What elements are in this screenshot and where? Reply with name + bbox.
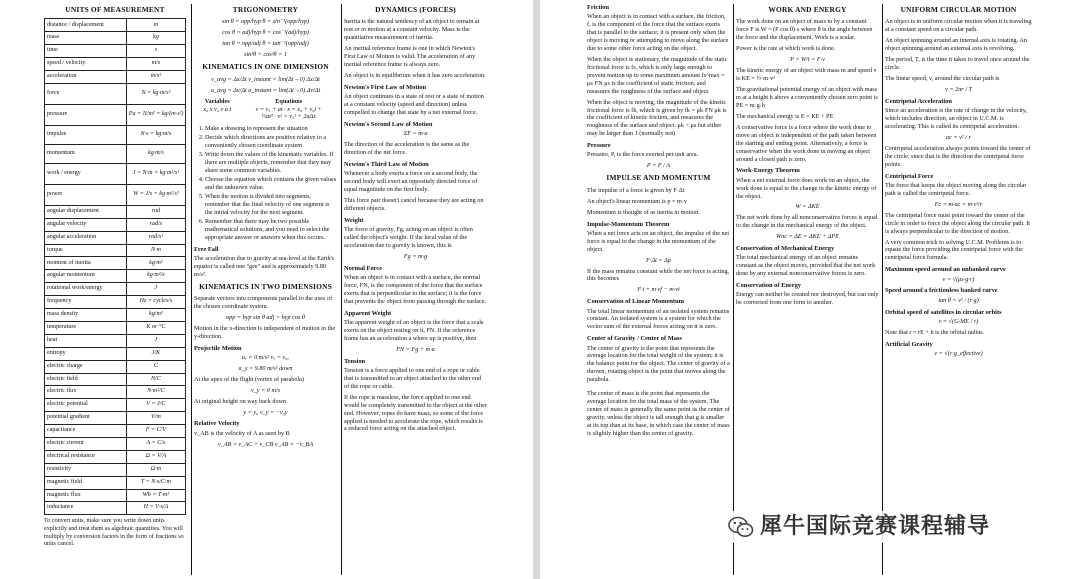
work-p2-eq: P = W/t = F·v xyxy=(790,56,825,64)
kin-vars xyxy=(194,98,337,122)
unit-quantity: moment of inertia xyxy=(45,257,127,270)
eqs-title: Equations xyxy=(275,97,303,105)
unit-symbol: m xyxy=(126,19,185,32)
n3-title: Newton's Third Law of Motion xyxy=(344,161,429,169)
unit-symbol: kg·m² xyxy=(126,257,185,270)
units-row xyxy=(45,144,186,163)
unit-symbol: N = kg·m/s² xyxy=(126,83,185,104)
unit-quantity: frequency xyxy=(45,296,127,309)
units-row xyxy=(45,463,186,476)
units-row xyxy=(45,205,186,218)
work-p1: The work done on an object of mass m by a constant force F is W = (F cos θ)·s where θ is the angle between the force and the displacement. Work is a scalar. xyxy=(736,18,873,42)
eqs-list: v = v₀ + at · x = x₀ + v₀t + ½at² · v² = v₀² + 2aΔx xyxy=(255,105,322,121)
imt-text: When a net force acts on an object, the impulse of the net force is equal to the change in the momentum of the object. xyxy=(587,229,730,253)
unit-quantity: momentum xyxy=(45,144,127,163)
units-row xyxy=(45,283,186,296)
units-row xyxy=(45,437,186,450)
step: 2. Decide which directions are positive relative to a conveniently chosen coordinate system xyxy=(205,134,337,150)
trig-title: TRIGONOMETRY xyxy=(232,5,299,14)
unit-symbol: kg xyxy=(126,32,185,45)
unit-quantity: angular acceleration xyxy=(45,231,127,244)
os-title: Orbital speed of satellites in circular orbits xyxy=(885,308,1002,316)
units-row xyxy=(45,83,186,104)
kin1-title: KINEMATICS IN ONE DIMENSION xyxy=(202,62,329,72)
dyn-p3: An object is in equilibrium when it has zero acceleration. xyxy=(344,72,486,80)
imt-title: Impulse-Momentum Theorem xyxy=(587,220,670,228)
ca-text: Since an acceleration is the rate of change in the velocity, which includes direction, an object in U.C.M. is accelerating. This is called its centripetal acceleration. xyxy=(885,107,1028,131)
n3-text: Whenever a body exerts a force on a second body, the second body will exert an oppositely directed force of equal magnitude on the first body. xyxy=(344,170,478,194)
rel-eq: v_AB = v_AC + v_CB v_AB = −v_BA xyxy=(217,440,314,448)
unit-symbol: Ω = V/A xyxy=(126,450,185,463)
watermark xyxy=(722,511,996,543)
unit-symbol: m/s xyxy=(126,58,185,71)
ucm-column xyxy=(885,4,1032,577)
units-row xyxy=(45,347,186,360)
unit-symbol: Ω·m xyxy=(126,463,185,476)
unit-quantity: capacitance xyxy=(45,425,127,438)
unit-quantity: electric charge xyxy=(45,360,127,373)
kin2-text2: Motion in the x-direction is independent of motion in the y-direction. xyxy=(194,324,336,340)
wet-eq2: Wnc = ΔE = ΔKE + ΔPE xyxy=(776,233,839,241)
unit-symbol: A = C/s xyxy=(126,437,185,450)
unit-quantity: impulse xyxy=(45,125,127,144)
units-row xyxy=(45,296,186,309)
unit-symbol: rad xyxy=(126,205,185,218)
pressure-text: Pressure, P, is the force exerted per unit area. xyxy=(587,151,699,159)
units-row xyxy=(45,104,186,125)
unit-symbol: C xyxy=(126,360,185,373)
cm-text: The center of mass is the point that represents the average location for the total mass of the system. The center of mass is generally the same point as the center of gravity, unless the object is tall enough that g is smaller at its top than at its base, in which case the center of mass is slightly higher than the center of gravity. xyxy=(587,390,730,437)
normal-text: When an object is in contact with a surface, the normal force, FN, is the component of the force that the surface exerts that is perpendicular to the surface; it is the force that prevents the object from passing through the surface. xyxy=(344,274,487,305)
free-fall-text: The acceleration due to gravity at sea-level at the Earth's equator is called one "gee" and is approximately 9.80 m/s². xyxy=(194,254,335,278)
units-row xyxy=(45,163,186,184)
ucm-title: UNIFORM CIRCULAR MOTION xyxy=(900,5,1017,14)
work-p5: The mechanical energy is E = KE + PE xyxy=(736,112,834,120)
unit-symbol: N/C xyxy=(126,373,185,386)
weight-eq: Fg = m·g xyxy=(403,252,428,260)
apparent-eq: FN = Fg + m·a xyxy=(396,345,435,353)
sb-eq: tan θ = v² / (r·g) xyxy=(938,296,979,304)
kin-steps xyxy=(194,125,337,241)
ucm-p2: An object spinning around an internal axis is rotating. An object spinning around an external axis is revolving. xyxy=(885,37,1027,53)
dyn-p2: An inertial reference frame is one in which Newton's First Law of Motion is valid. The acceleration of any inertial reference frame is always zero. xyxy=(344,45,476,69)
proj-eq1: aₓ = 0 m/s² vₓ = v₀ₓ xyxy=(241,353,290,361)
com-text: The total mechanical energy of an object remains constant as the object moves, provided that the net work done by any external nonconservative forces is zero. xyxy=(736,254,876,278)
unit-symbol: N·s = kg·m/s xyxy=(126,125,185,144)
n1-title: Newton's First Law of Motion xyxy=(344,84,427,92)
unit-quantity: work / energy xyxy=(45,163,127,184)
units-row xyxy=(45,184,186,205)
units-row xyxy=(45,218,186,231)
unit-symbol: J xyxy=(126,283,185,296)
unit-quantity: temperature xyxy=(45,321,127,334)
ucm-p1: An object is in uniform circular motion when it is traveling at a constant speed on a circular path. xyxy=(885,18,1032,34)
os-eq: v = √(G·ME / r) xyxy=(938,317,979,325)
kin2-title: KINEMATICS IN TWO DIMENSIONS xyxy=(199,281,332,291)
unit-quantity: resistivity xyxy=(45,463,127,476)
free-fall-title: Free Fall xyxy=(194,245,219,253)
work-p3: The kinetic energy of an object with mass m and speed v is KE = ½·m·v² xyxy=(736,67,877,83)
ms-title: Maximum speed around an unbanked curve xyxy=(885,266,1006,274)
proj-eq2: a_y = 9.80 m/s² down xyxy=(238,364,293,372)
cf-text: The force that keeps the object moving along the circular path is called the centripetal force. xyxy=(885,181,1027,197)
tension-text2: If the rope is massless, the force applied to one end would be completely transmitted to the object at the other end. However, ropes do have mass, so some of the force applied is needed to accelerate the rope, which results is a reduced force acting on the attached object. xyxy=(344,393,487,433)
units-row xyxy=(45,125,186,144)
rel-text: v_AB is the velocity of A as seen by B xyxy=(194,429,290,437)
proj-text1: At the apex of the flight (vertex of parabola) xyxy=(194,375,304,383)
ucm-p4: The linear speed, v, around the circular path is xyxy=(885,75,1000,83)
unit-quantity: heat xyxy=(45,334,127,347)
imp-title: IMPULSE AND MOMENTUM xyxy=(606,173,711,183)
units-row xyxy=(45,412,186,425)
unit-symbol: K or °C xyxy=(126,321,185,334)
units-row xyxy=(45,58,186,71)
units-row xyxy=(45,450,186,463)
ca-title: Centripetal Acceleration xyxy=(885,97,952,105)
units-row xyxy=(45,45,186,58)
mom-text2: Momentum is thought of as inertia in motion. xyxy=(587,208,700,216)
cg-text: The center of gravity is the point that represents the average location for the total weight of the system; it is the balance point for the object. The center of gravity of a thrown, rotating object is the point that moves along the parabola. xyxy=(587,344,730,384)
ucm-p3: The period, T, is the time it takes to travel once around the circle. xyxy=(885,56,1030,72)
col-text: The total linear momentum of an isolated system remains constant. An isolated system is a system for which the vector sum of the external forces acting on it is zero. xyxy=(587,307,730,331)
friction-column xyxy=(587,4,730,577)
sb-title: Speed around a frictionless banked curve xyxy=(885,287,998,295)
com-title: Conservation of Mechanical Energy xyxy=(736,245,835,253)
unit-symbol: s xyxy=(126,45,185,58)
unit-quantity: electrical resistance xyxy=(45,450,127,463)
mom-text: An object's linear momentum is p = m·v xyxy=(587,197,687,205)
unit-symbol: kg·m²/s xyxy=(126,270,185,283)
unit-symbol: N·m²/C xyxy=(126,386,185,399)
cf-text2: The centripetal force must point toward the center of the circle in order to force the object along the circular path. It is always perpendicular to the direction of motion. xyxy=(885,211,1030,235)
wet-title: Work-Energy Theorem xyxy=(736,167,800,175)
cf-text3: A very common trick to solving U.C.M. Problems is to equate the force providing the centripetal force with the centripetal force formula. xyxy=(885,238,1023,262)
unit-symbol: m/s² xyxy=(126,71,185,84)
cg-title: Center of Gravity / Center of Mass xyxy=(587,335,682,343)
proj-text2: At original height on way back down xyxy=(194,397,287,405)
unit-symbol: Hz = cycles/s xyxy=(126,296,185,309)
work-column xyxy=(736,4,879,577)
ca-eq: ac = v² / r xyxy=(946,133,971,141)
wet-text: When a net external force does work on an object, the work done is equal to the change in the kinetic energy of the object. xyxy=(736,176,877,200)
dyn-p1: Inertia is the natural tendency of an object to remain at rest or in motion at a constant velocity. Mass is the quantitative measurement of inertia. xyxy=(344,18,480,42)
unit-quantity: magnetic field xyxy=(45,476,127,489)
work-title: WORK AND ENERGY xyxy=(768,5,847,14)
unit-quantity: acceleration xyxy=(45,71,127,84)
n2-title: Newton's Second Law of Motion xyxy=(344,121,433,129)
unit-symbol: W = J/s = kg·m²/s³ xyxy=(126,184,185,205)
unit-symbol: rad/s² xyxy=(126,231,185,244)
cf-title: Centripetal Force xyxy=(885,172,934,180)
units-row xyxy=(45,373,186,386)
unit-symbol: kg/m³ xyxy=(126,309,185,322)
page-gap xyxy=(533,0,540,579)
coe-title: Conservation of Energy xyxy=(736,282,801,290)
weight-title: Weight xyxy=(344,216,364,224)
fric-p3: When the object is moving, the magnitude of the kinetic frictional force is fk, which is given by fk = μk·FN μk is the coefficient of kinetic friction, and measures the roughness of the surface and object. μk < μs but either may be larger than 1 (normally not) xyxy=(587,98,727,138)
kin2-eq: opp = hyp sin θ adj = hyp cos θ xyxy=(226,313,305,321)
ca-text2: Centripetal acceleration always points toward the center of the circle, since that is the direction the centripetal force points. xyxy=(885,144,1031,168)
dyn-title: DYNAMICS (FORCES) xyxy=(375,5,456,14)
tension-text: Tension is a force applied to one end of a rope or cable that is transmitted to an object attached to the other end of the rope or cable. xyxy=(344,366,482,390)
watermark-text: 犀牛国际竞赛课程辅导 xyxy=(760,514,991,539)
ag-eq: v = √(r·g_effective) xyxy=(934,349,983,357)
fric-title: Friction xyxy=(587,4,610,11)
ag-title: Artificial Gravity xyxy=(885,340,933,348)
units-row xyxy=(45,334,186,347)
unit-quantity: mass xyxy=(45,32,127,45)
tension-title: Tension xyxy=(344,357,366,365)
fric-p2: When the object is stationary, the magnitude of the static frictional force is fs, which is only large enough to prevent motion up to some maximum amount fs^max = μs·FN μs is the coefficient of static friction, and measures the roughness of the surface and object. xyxy=(587,55,728,95)
unit-quantity: magnetic flux xyxy=(45,489,127,502)
kin1-eq-a: a_avg = Δv/Δt a_instant = lim(Δt→0) Δv/Δt xyxy=(210,86,321,94)
work-p4: The gravitational potential energy of an object with mass m at a height h above a conveniently chosen zero point is PE = m·g·h xyxy=(736,86,878,109)
pressure-title: Pressure xyxy=(587,142,611,150)
units-footnote: To convert units, make sure you write down units explicitly and treat them as algebraic quantities. You will multiply by conversion factors in the form of fractions so units cancel. xyxy=(44,518,184,548)
unit-symbol: J/K xyxy=(126,347,185,360)
cf-eq: Fc = m·ac = m·v²/r xyxy=(934,200,983,208)
unit-quantity: pressure xyxy=(45,104,127,125)
unit-quantity: mass density xyxy=(45,309,127,322)
imt-eq2: F·t = m·vf − m·vi xyxy=(637,286,680,294)
unit-quantity: distance / displacement xyxy=(45,19,127,32)
proj-title: Projectile Motion xyxy=(194,344,242,352)
vars-list: x₀ x v₀ v a t xyxy=(203,105,232,113)
pressure-eq: P = F / A xyxy=(646,162,671,170)
units-row xyxy=(45,399,186,412)
units-row xyxy=(45,476,186,489)
proj-eq4: y = y₀ v_y = −v₀y xyxy=(243,408,288,416)
unit-quantity: electric flux xyxy=(45,386,127,399)
trig-eq-identity: sin²θ + cos²θ = 1 xyxy=(244,51,287,59)
work-p6: A conservative force is a force where the work done to move an object is independent of the path taken between the starting and ending point. Alternatively, a force is conservative when the work done in moving an object around a closed path is zero. xyxy=(736,123,877,163)
units-row xyxy=(45,425,186,438)
unit-quantity: potential gradient xyxy=(45,412,127,425)
n2-text: The direction of the acceleration is the same as the direction of the net force. xyxy=(344,141,470,157)
wet-eq: W = ΔKE xyxy=(795,203,820,211)
work-p2: Power is the rate at which work is done. xyxy=(736,45,836,53)
kin2-text: Separate vectors into components parallel to the axes of the chosen coordinate system. xyxy=(194,294,333,310)
weight-text: The force of gravity, Fg, acting on an object is often called the object's weight. If the local value of the acceleration due to gravity is known, this is xyxy=(344,226,473,249)
unit-quantity: angular momentum xyxy=(45,270,127,283)
proj-eq3: v_y = 0 m/s xyxy=(250,386,281,394)
trig-eq-cos: cos θ = adj/hyp θ = cos⁻¹(adj/hyp) xyxy=(222,29,309,37)
os-note: Note that r = rE + h is the orbital radius. xyxy=(885,328,985,336)
units-row xyxy=(45,270,186,283)
normal-title: Normal Force xyxy=(344,264,383,272)
step: 6. Remember that there may be two possible mathematical solutions, and you need to select the appropriate answer or answers when this occurs. xyxy=(205,218,337,242)
unit-quantity: angular velocity xyxy=(45,218,127,231)
imt-text2: If the mass remains constant while the net force is acting, this becomes xyxy=(587,267,730,283)
trig-column xyxy=(194,4,337,577)
unit-symbol: Wb = T·m² xyxy=(126,489,185,502)
unit-symbol: J = N·m = kg·m²/s² xyxy=(126,163,185,184)
unit-symbol: kg·m/s xyxy=(126,144,185,163)
units-row xyxy=(45,257,186,270)
units-title: UNITS OF MEASUREMENT xyxy=(65,5,165,14)
page-left xyxy=(0,0,533,579)
units-row xyxy=(45,386,186,399)
n1-text: An object continues in a state of rest or a state of motion at a constant velocity (speed and direction) unless compelled to change that state by a net external force. xyxy=(344,93,484,117)
kin1-eq-v: v_avg = Δx/Δt v_instant = lim(Δt→0) Δx/Δt xyxy=(211,75,320,83)
units-row xyxy=(45,321,186,334)
units-row xyxy=(45,71,186,84)
units-row xyxy=(45,360,186,373)
step: 4. Choose the equation which contains the given values and the unknown value. xyxy=(205,176,337,192)
unit-quantity: angular displacement xyxy=(45,205,127,218)
unit-quantity: electric field xyxy=(45,373,127,386)
step: 3. Write down the values of the kinematic variables. If there are multiple objects, remember that they may share some common variables. xyxy=(205,151,337,175)
apparent-title: Apparent Weight xyxy=(344,309,392,317)
step: 5. When the motion is divided into segments, remember that the final velocity of one segment is the initial velocity for the next segment. xyxy=(205,193,337,217)
dynamics-column xyxy=(344,4,487,577)
unit-quantity: speed / velocity xyxy=(45,58,127,71)
trig-eq-sin: sin θ = opp/hyp θ = sin⁻¹(opp/hyp) xyxy=(221,18,310,26)
unit-symbol: Pa = N/m² = kg/(m·s²) xyxy=(126,104,185,125)
vars-title: Variables xyxy=(204,97,230,105)
trig-eq-tan: tan θ = opp/adj θ = tan⁻¹(opp/adj) xyxy=(222,40,309,48)
rel-title: Relative Velocity xyxy=(194,420,240,428)
wet-text2: The net work done by all nonconservative forces is equal to the change in the mechanical energy of the object. xyxy=(736,214,878,230)
apparent-text: The apparent weight of an object is the force that a scale exerts on the object resting on it, FN. If the reference frame has an acceleration a where up is positive, then xyxy=(344,318,484,342)
page-right xyxy=(540,0,1080,579)
unit-symbol: T = N·s/C·m xyxy=(126,476,185,489)
imt-eq: F·Δt = Δp xyxy=(646,256,671,264)
unit-quantity: electric potential xyxy=(45,399,127,412)
unit-symbol: J xyxy=(126,334,185,347)
unit-quantity: electric current xyxy=(45,437,127,450)
wechat-icon xyxy=(728,516,754,538)
unit-quantity: rotational work/energy xyxy=(45,283,127,296)
coe-text: Energy can neither be created nor destroyed, but can only be converted from one form to another. xyxy=(736,291,879,307)
n2-eq: ΣF = m·a xyxy=(403,130,428,138)
unit-symbol: N·m xyxy=(126,244,185,257)
units-table xyxy=(44,18,186,515)
imp-text: The impulse of a force is given by F·Δt xyxy=(587,186,685,194)
unit-quantity: torque xyxy=(45,244,127,257)
step: 1. Make a drawing to represent the situation xyxy=(205,125,337,133)
units-row xyxy=(45,502,186,515)
n3-text2: This force pair doesn't cancel because they are acting on different objects. xyxy=(344,197,484,212)
units-row xyxy=(45,32,186,45)
fric-p1: When an object is in contact with a surface, the friction, f, is the component of the force that the surface exerts that is parallel to the surface; it is present only when the object is moving or attempting to move along the surface due to some other force acting on the object. xyxy=(587,13,729,52)
unit-symbol: F = C/V xyxy=(126,425,185,438)
units-row xyxy=(45,244,186,257)
unit-symbol: V/m xyxy=(126,412,185,425)
unit-symbol: H = V·s/A xyxy=(126,502,185,515)
units-row xyxy=(45,231,186,244)
unit-quantity: inductance xyxy=(45,502,127,515)
units-row xyxy=(45,19,186,32)
unit-quantity: time xyxy=(45,45,127,58)
ucm-p4-eq: v = 2πr / T xyxy=(945,86,972,94)
col-title: Conservation of Linear Momentum xyxy=(587,298,684,306)
unit-quantity: entropy xyxy=(45,347,127,360)
unit-quantity: power xyxy=(45,184,127,205)
unit-quantity: force xyxy=(45,83,127,104)
unit-symbol: V = J/C xyxy=(126,399,185,412)
unit-symbol: rad/s xyxy=(126,218,185,231)
units-column xyxy=(44,4,186,577)
units-row xyxy=(45,309,186,322)
ms-eq: v = √(μs·g·r) xyxy=(942,275,975,283)
units-row xyxy=(45,489,186,502)
